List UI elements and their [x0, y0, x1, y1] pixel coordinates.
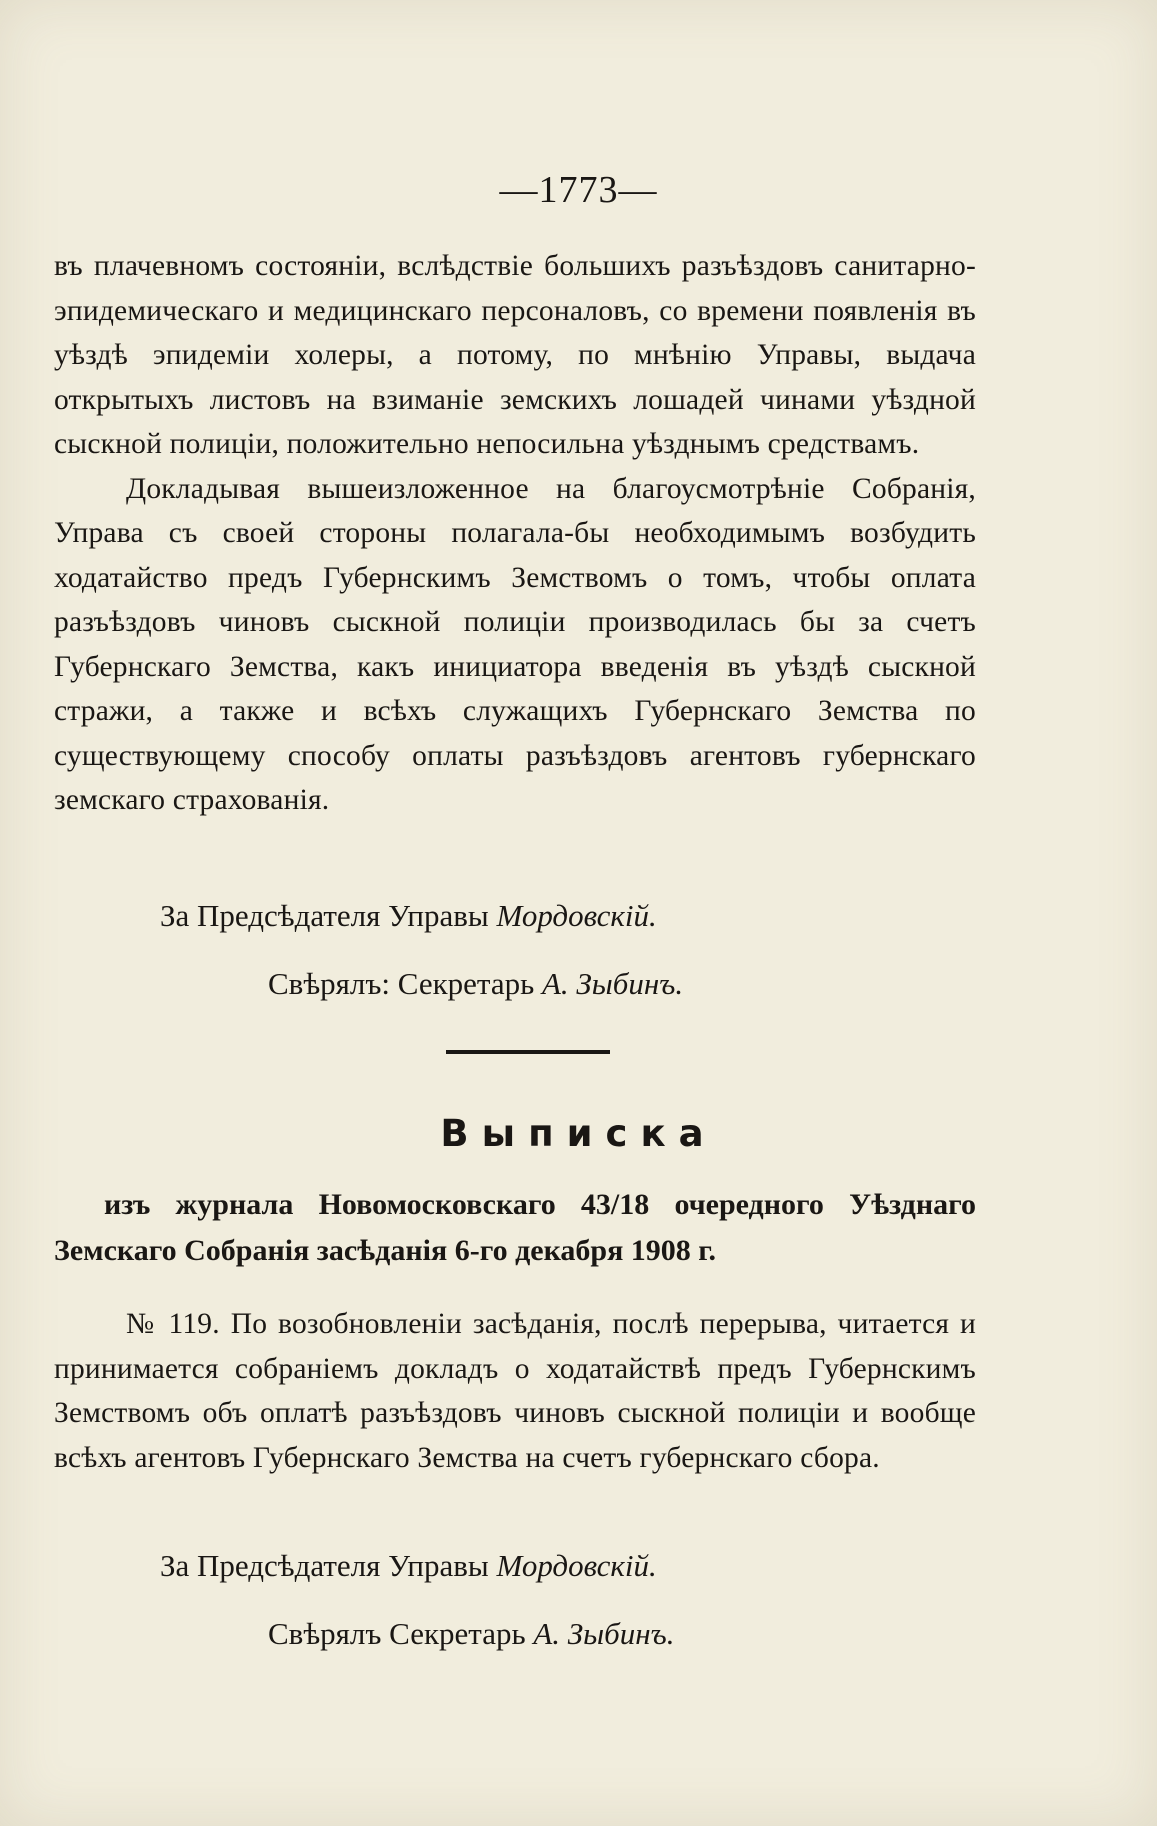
signature-secretary-2	[268, 1616, 674, 1652]
signature-chairman-1	[160, 898, 657, 934]
signature-secretary-1	[268, 966, 683, 1002]
section2-body	[54, 1302, 976, 1480]
section-divider	[446, 1050, 610, 1054]
signature-role: Свѣрялъ: Секретарь	[268, 966, 535, 1001]
extract-heading: Выписка	[440, 1112, 717, 1155]
signature-name: А. Зыбинъ.	[541, 966, 684, 1001]
signature-name: Мордовскiй.	[496, 898, 657, 933]
extract-source: изъ журнала Новомосковскаго 43/18 очередного Уѣзднаго Земскаго Собранiя засѣданiя 6-го декабря 1908 г.	[54, 1188, 976, 1267]
paragraph-report: Докладывая вышеизложенное на благоусмотрѣнiе Собранiя, Управа съ своей стороны полагала-бы необходимымъ возбудить ходатайство предъ Губернскимъ Земствомъ о томъ, чтобы оплата разъѣздовъ чиновъ сыскной полицiи производилась бы за счетъ Губернскаго Земства, какъ инициатора введенiя въ уѣздѣ сыскной стражи, а также и всѣхъ служащихъ Губернскаго Земства по существующему способу оплаты разъѣздовъ агентовъ губернскаго земскаго страхованiя.	[54, 472, 976, 816]
signature-role: Свѣрялъ Секретарь	[268, 1616, 526, 1651]
signature-role: За Предсѣдателя Управы	[160, 1548, 489, 1583]
section1-body	[54, 244, 976, 823]
signature-chairman-2	[160, 1548, 657, 1584]
signature-name: А. Зыбинъ.	[533, 1616, 675, 1651]
extract-subheading	[54, 1182, 976, 1274]
signature-role: За Предсѣдателя Управы	[160, 898, 489, 933]
page-number: —1773—	[499, 169, 658, 211]
paragraph-resolution: № 119. По возобновленiи засѣданiя, послѣ перерыва, читается и принимается собранiемъ докладъ о ходатайствѣ предъ Губернскимъ Земствомъ объ оплатѣ разъѣздовъ чиновъ сыскной полицiи и вообще всѣхъ агентовъ Губернскаго Земства на счетъ губернскаго сбора.	[54, 1308, 976, 1474]
signature-name: Мордовскiй.	[496, 1548, 657, 1583]
paragraph-continuation: въ плачевномъ состоянiи, вслѣдствiе большихъ разъѣздовъ санитарно-эпидемическаго и медицинскаго персоналовъ, со времени появленiя въ уѣздѣ эпидемiи холеры, а потому, по мнѣнiю Управы, выдача открытыхъ листовъ на взиманiе земскихъ лошадей чинами уѣздной сыскной полицiи, положительно непосильна уѣзднымъ средствамъ.	[54, 250, 976, 460]
